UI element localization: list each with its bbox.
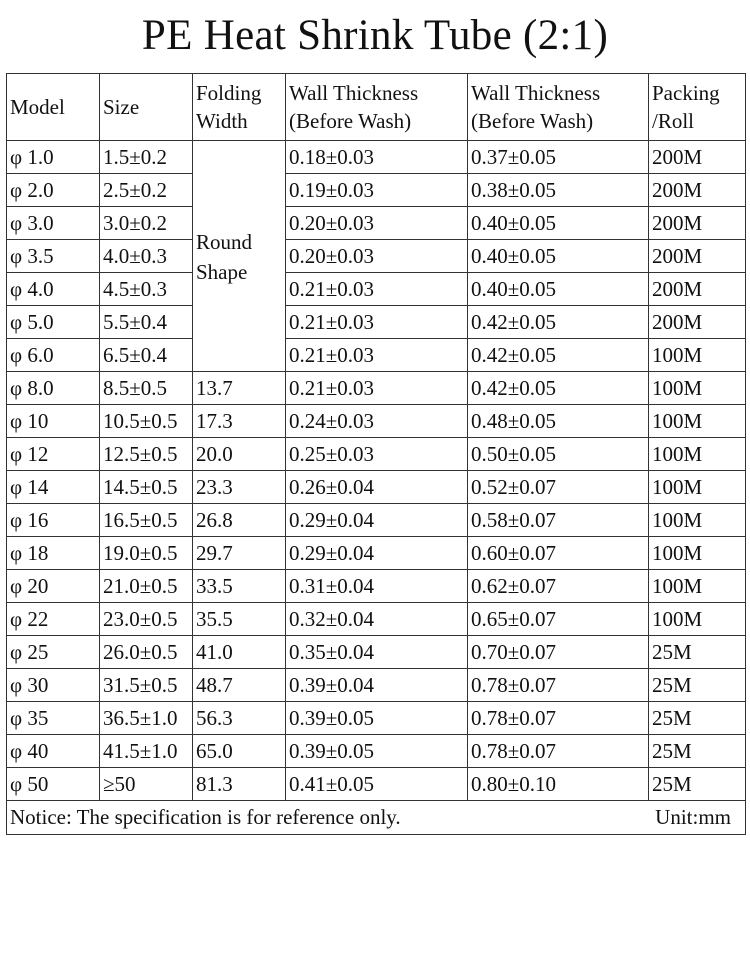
cell-wall-thickness-2: 0.60±0.07 [468,537,649,570]
header-wall-thickness-1: Wall Thickness (Before Wash) [286,74,468,141]
cell-wall-thickness-2: 0.42±0.05 [468,372,649,405]
cell-wall-thickness-1: 0.24±0.03 [286,405,468,438]
cell-wall-thickness-2: 0.78±0.07 [468,702,649,735]
header-wall-thickness-2: Wall Thickness (Before Wash) [468,74,649,141]
cell-packing: 100M [649,603,746,636]
cell-model: φ 10 [7,405,100,438]
cell-wall-thickness-2: 0.80±0.10 [468,768,649,801]
cell-packing: 200M [649,141,746,174]
cell-model: φ 22 [7,603,100,636]
table-row [7,702,746,735]
cell-size: 12.5±0.5 [100,438,193,471]
cell-folding-width: 33.5 [193,570,286,603]
cell-wall-thickness-1: 0.39±0.04 [286,669,468,702]
cell-packing: 25M [649,702,746,735]
cell-packing: 100M [649,372,746,405]
table-body [7,141,746,801]
cell-model: φ 5.0 [7,306,100,339]
cell-model: φ 1.0 [7,141,100,174]
cell-folding-width: 35.5 [193,603,286,636]
cell-size: 6.5±0.4 [100,339,193,372]
table-row [7,372,746,405]
cell-wall-thickness-2: 0.70±0.07 [468,636,649,669]
cell-wall-thickness-1: 0.29±0.04 [286,537,468,570]
cell-size: 8.5±0.5 [100,372,193,405]
cell-wall-thickness-2: 0.42±0.05 [468,306,649,339]
cell-wall-thickness-1: 0.32±0.04 [286,603,468,636]
cell-size: 5.5±0.4 [100,306,193,339]
cell-wall-thickness-1: 0.21±0.03 [286,306,468,339]
cell-size: 10.5±0.5 [100,405,193,438]
cell-size: 41.5±1.0 [100,735,193,768]
header-row [7,74,746,141]
cell-wall-thickness-1: 0.39±0.05 [286,735,468,768]
cell-model: φ 18 [7,537,100,570]
cell-wall-thickness-2: 0.58±0.07 [468,504,649,537]
cell-model: φ 35 [7,702,100,735]
table-row [7,504,746,537]
table-row [7,768,746,801]
cell-folding-width: 23.3 [193,471,286,504]
cell-model: φ 3.5 [7,240,100,273]
cell-model: φ 8.0 [7,372,100,405]
cell-model: φ 16 [7,504,100,537]
cell-packing: 25M [649,768,746,801]
cell-size: 2.5±0.2 [100,174,193,207]
table-row [7,174,746,207]
unit-text: Unit:mm [655,805,731,829]
notice-row [7,801,746,835]
page-title: PE Heat Shrink Tube (2:1) [141,12,609,59]
cell-packing: 100M [649,537,746,570]
table-row [7,438,746,471]
table-row [7,636,746,669]
cell-folding-width: 48.7 [193,669,286,702]
header-size: Size [100,74,193,141]
cell-model: φ 4.0 [7,273,100,306]
table-row [7,603,746,636]
cell-wall-thickness-2: 0.52±0.07 [468,471,649,504]
cell-wall-thickness-2: 0.37±0.05 [468,141,649,174]
cell-packing: 100M [649,438,746,471]
cell-wall-thickness-1: 0.25±0.03 [286,438,468,471]
cell-wall-thickness-2: 0.40±0.05 [468,273,649,306]
cell-packing: 200M [649,306,746,339]
cell-folding-width: 41.0 [193,636,286,669]
cell-wall-thickness-1: 0.39±0.05 [286,702,468,735]
notice-cell [7,801,746,835]
cell-wall-thickness-2: 0.42±0.05 [468,339,649,372]
cell-model: φ 12 [7,438,100,471]
cell-packing: 100M [649,471,746,504]
cell-wall-thickness-1: 0.21±0.03 [286,339,468,372]
cell-size: 21.0±0.5 [100,570,193,603]
cell-size: 23.0±0.5 [100,603,193,636]
table-row [7,735,746,768]
table-row [7,273,746,306]
table-row [7,405,746,438]
cell-model: φ 30 [7,669,100,702]
cell-packing: 100M [649,504,746,537]
cell-size: 4.0±0.3 [100,240,193,273]
cell-wall-thickness-1: 0.41±0.05 [286,768,468,801]
cell-wall-thickness-1: 0.21±0.03 [286,273,468,306]
cell-model: φ 2.0 [7,174,100,207]
cell-wall-thickness-1: 0.35±0.04 [286,636,468,669]
cell-size: 3.0±0.2 [100,207,193,240]
cell-packing: 25M [649,636,746,669]
table-row [7,537,746,570]
cell-folding-width: 29.7 [193,537,286,570]
header-model: Model [7,74,100,141]
cell-size: 14.5±0.5 [100,471,193,504]
cell-model: φ 20 [7,570,100,603]
cell-wall-thickness-1: 0.20±0.03 [286,207,468,240]
cell-wall-thickness-2: 0.40±0.05 [468,240,649,273]
cell-wall-thickness-2: 0.50±0.05 [468,438,649,471]
table-row [7,141,746,174]
table-row [7,339,746,372]
cell-wall-thickness-2: 0.48±0.05 [468,405,649,438]
cell-packing: 200M [649,174,746,207]
cell-model: φ 40 [7,735,100,768]
cell-wall-thickness-1: 0.29±0.04 [286,504,468,537]
cell-folding-width: 26.8 [193,504,286,537]
cell-wall-thickness-2: 0.78±0.07 [468,735,649,768]
cell-wall-thickness-1: 0.20±0.03 [286,240,468,273]
header-folding-width: Folding Width [193,74,286,141]
cell-size: 36.5±1.0 [100,702,193,735]
table-row [7,471,746,504]
cell-model: φ 25 [7,636,100,669]
cell-model: φ 3.0 [7,207,100,240]
table-row [7,207,746,240]
cell-wall-thickness-1: 0.21±0.03 [286,372,468,405]
cell-wall-thickness-1: 0.31±0.04 [286,570,468,603]
cell-size: 4.5±0.3 [100,273,193,306]
cell-wall-thickness-2: 0.78±0.07 [468,669,649,702]
cell-round-shape: Round Shape [193,141,286,372]
header-packing: Packing /Roll [649,74,746,141]
cell-model: φ 6.0 [7,339,100,372]
cell-size: ≥50 [100,768,193,801]
cell-packing: 200M [649,207,746,240]
table-row [7,306,746,339]
cell-folding-width: 13.7 [193,372,286,405]
cell-model: φ 14 [7,471,100,504]
cell-wall-thickness-1: 0.19±0.03 [286,174,468,207]
cell-size: 19.0±0.5 [100,537,193,570]
cell-wall-thickness-2: 0.38±0.05 [468,174,649,207]
cell-packing: 200M [649,240,746,273]
cell-folding-width: 20.0 [193,438,286,471]
cell-wall-thickness-2: 0.65±0.07 [468,603,649,636]
cell-wall-thickness-2: 0.40±0.05 [468,207,649,240]
table-row [7,570,746,603]
cell-wall-thickness-1: 0.18±0.03 [286,141,468,174]
cell-packing: 25M [649,669,746,702]
cell-wall-thickness-1: 0.26±0.04 [286,471,468,504]
cell-packing: 100M [649,570,746,603]
cell-size: 1.5±0.2 [100,141,193,174]
cell-folding-width: 81.3 [193,768,286,801]
cell-wall-thickness-2: 0.62±0.07 [468,570,649,603]
cell-size: 16.5±0.5 [100,504,193,537]
table-row [7,669,746,702]
table-row [7,240,746,273]
spec-table [6,73,746,835]
cell-size: 31.5±0.5 [100,669,193,702]
cell-folding-width: 65.0 [193,735,286,768]
cell-folding-width: 17.3 [193,405,286,438]
cell-packing: 100M [649,405,746,438]
cell-folding-width: 56.3 [193,702,286,735]
cell-packing: 25M [649,735,746,768]
cell-size: 26.0±0.5 [100,636,193,669]
notice-text: Notice: The specification is for reference only. [10,805,401,829]
cell-model: φ 50 [7,768,100,801]
cell-packing: 200M [649,273,746,306]
cell-packing: 100M [649,339,746,372]
